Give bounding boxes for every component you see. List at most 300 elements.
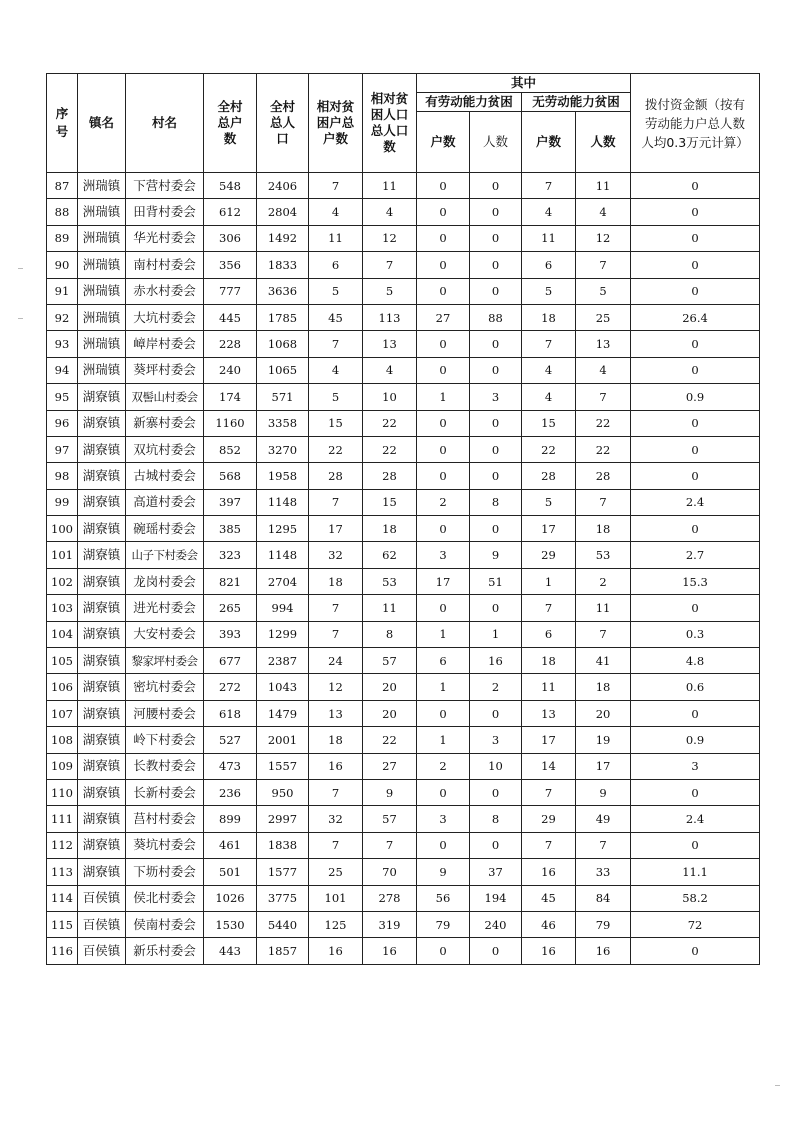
total-population-cell: 994 [257,595,309,621]
without-labor-people-cell: 25 [576,304,631,330]
seq-cell: 96 [47,410,78,436]
seq-cell: 107 [47,700,78,726]
with-labor-people-cell: 0 [470,436,522,462]
poor-households-cell: 7 [309,621,363,647]
table-row [47,859,760,885]
total-population-cell: 1299 [257,621,309,647]
seq-cell: 94 [47,357,78,383]
total-households-cell: 821 [204,568,257,594]
seq-cell: 90 [47,252,78,278]
total-households-cell: 777 [204,278,257,304]
table-row [47,938,760,964]
poor-households-cell: 16 [309,938,363,964]
total-households-cell: 306 [204,225,257,251]
funding-cell: 2.4 [631,489,760,515]
total-population-cell: 2387 [257,648,309,674]
seq-cell: 97 [47,436,78,462]
table-row [47,278,760,304]
seq-cell: 88 [47,199,78,225]
without-labor-households-cell: 45 [522,885,576,911]
poor-population-cell: 16 [363,938,417,964]
table-row [47,911,760,937]
header-total-population: 全村总人口 [257,74,309,173]
town-cell: 洲瑞镇 [78,173,126,199]
header-town: 镇名 [78,74,126,173]
total-households-cell: 240 [204,357,257,383]
with-labor-people-cell: 0 [470,938,522,964]
town-cell: 湖寮镇 [78,516,126,542]
poor-households-cell: 32 [309,542,363,568]
seq-cell: 114 [47,885,78,911]
table-row [47,304,760,330]
table-row [47,225,760,251]
with-labor-households-cell: 0 [417,938,470,964]
without-labor-households-cell: 11 [522,225,576,251]
table-row [47,885,760,911]
with-labor-people-cell: 51 [470,568,522,594]
poor-households-cell: 5 [309,384,363,410]
table-row [47,832,760,858]
with-labor-people-cell: 0 [470,173,522,199]
poor-households-cell: 45 [309,304,363,330]
with-labor-people-cell: 9 [470,542,522,568]
without-labor-households-cell: 5 [522,278,576,304]
with-labor-households-cell: 1 [417,621,470,647]
total-households-cell: 618 [204,700,257,726]
funding-cell: 0 [631,278,760,304]
village-cell: 河腰村委会 [126,700,204,726]
with-labor-households-cell: 0 [417,357,470,383]
village-cell: 长新村委会 [126,779,204,805]
funding-cell: 0 [631,595,760,621]
without-labor-households-cell: 4 [522,357,576,383]
poor-population-cell: 13 [363,331,417,357]
seq-cell: 116 [47,938,78,964]
total-population-cell: 950 [257,779,309,805]
total-population-cell: 1958 [257,463,309,489]
town-cell: 洲瑞镇 [78,304,126,330]
with-labor-people-cell: 0 [470,516,522,542]
table-row [47,648,760,674]
total-households-cell: 1160 [204,410,257,436]
seq-cell: 112 [47,832,78,858]
town-cell: 湖寮镇 [78,568,126,594]
funding-cell: 0 [631,436,760,462]
seq-cell: 95 [47,384,78,410]
without-labor-people-cell: 22 [576,436,631,462]
total-households-cell: 461 [204,832,257,858]
town-cell: 洲瑞镇 [78,199,126,225]
town-cell: 湖寮镇 [78,753,126,779]
poor-households-cell: 28 [309,463,363,489]
total-population-cell: 571 [257,384,309,410]
poor-population-cell: 10 [363,384,417,410]
without-labor-households-cell: 14 [522,753,576,779]
total-households-cell: 443 [204,938,257,964]
table-body [47,173,760,965]
poor-households-cell: 7 [309,331,363,357]
table-row [47,199,760,225]
total-households-cell: 236 [204,779,257,805]
funding-cell: 0.9 [631,384,760,410]
village-cell: 侯北村委会 [126,885,204,911]
with-labor-households-cell: 0 [417,278,470,304]
table-row [47,516,760,542]
seq-cell: 102 [47,568,78,594]
poor-population-cell: 22 [363,727,417,753]
total-population-cell: 1785 [257,304,309,330]
funding-cell: 0 [631,410,760,436]
village-cell: 山子下村委会 [126,542,204,568]
total-population-cell: 2406 [257,173,309,199]
town-cell: 湖寮镇 [78,621,126,647]
with-labor-households-cell: 2 [417,489,470,515]
seq-cell: 104 [47,621,78,647]
with-labor-people-cell: 8 [470,489,522,515]
village-cell: 双坑村委会 [126,436,204,462]
table-row [47,542,760,568]
poor-households-cell: 22 [309,436,363,462]
village-cell: 赤水村委会 [126,278,204,304]
total-population-cell: 1857 [257,938,309,964]
without-labor-households-cell: 7 [522,832,576,858]
header-with-labor-people: 人数 [470,112,522,173]
with-labor-people-cell: 0 [470,832,522,858]
table-row [47,463,760,489]
funding-cell: 2.4 [631,806,760,832]
poor-population-cell: 278 [363,885,417,911]
total-population-cell: 1577 [257,859,309,885]
without-labor-people-cell: 49 [576,806,631,832]
without-labor-households-cell: 1 [522,568,576,594]
without-labor-people-cell: 79 [576,911,631,937]
village-cell: 高道村委会 [126,489,204,515]
seq-cell: 103 [47,595,78,621]
table-row [47,357,760,383]
poor-households-cell: 125 [309,911,363,937]
funding-cell: 4.8 [631,648,760,674]
without-labor-people-cell: 2 [576,568,631,594]
village-cell: 大安村委会 [126,621,204,647]
town-cell: 湖寮镇 [78,700,126,726]
town-cell: 湖寮镇 [78,463,126,489]
without-labor-people-cell: 11 [576,595,631,621]
table-row [47,331,760,357]
with-labor-households-cell: 0 [417,463,470,489]
total-households-cell: 852 [204,436,257,462]
with-labor-people-cell: 8 [470,806,522,832]
seq-cell: 109 [47,753,78,779]
poor-population-cell: 4 [363,199,417,225]
poor-population-cell: 20 [363,700,417,726]
town-cell: 湖寮镇 [78,489,126,515]
without-labor-households-cell: 18 [522,648,576,674]
table-row [47,384,760,410]
poor-households-cell: 4 [309,199,363,225]
poor-households-cell: 18 [309,568,363,594]
without-labor-people-cell: 53 [576,542,631,568]
with-labor-households-cell: 0 [417,410,470,436]
poor-households-cell: 11 [309,225,363,251]
seq-cell: 111 [47,806,78,832]
total-households-cell: 899 [204,806,257,832]
town-cell: 洲瑞镇 [78,331,126,357]
header-seq: 序号 [47,74,78,173]
total-households-cell: 228 [204,331,257,357]
without-labor-households-cell: 28 [522,463,576,489]
total-population-cell: 2804 [257,199,309,225]
with-labor-people-cell: 0 [470,779,522,805]
poor-households-cell: 15 [309,410,363,436]
total-households-cell: 1026 [204,885,257,911]
village-cell: 古城村委会 [126,463,204,489]
seq-cell: 92 [47,304,78,330]
poor-households-cell: 25 [309,859,363,885]
with-labor-people-cell: 0 [470,463,522,489]
village-cell: 长教村委会 [126,753,204,779]
without-labor-people-cell: 41 [576,648,631,674]
with-labor-households-cell: 56 [417,885,470,911]
poor-population-cell: 11 [363,595,417,621]
village-cell: 莒村村委会 [126,806,204,832]
with-labor-households-cell: 0 [417,700,470,726]
without-labor-households-cell: 18 [522,304,576,330]
without-labor-households-cell: 7 [522,595,576,621]
poor-population-cell: 22 [363,410,417,436]
header-without-labor-households: 户数 [522,112,576,173]
funding-cell: 0 [631,938,760,964]
funding-cell: 0 [631,225,760,251]
total-households-cell: 568 [204,463,257,489]
table-row [47,806,760,832]
total-population-cell: 1492 [257,225,309,251]
with-labor-people-cell: 0 [470,225,522,251]
total-households-cell: 501 [204,859,257,885]
without-labor-people-cell: 7 [576,832,631,858]
village-cell: 嶂岸村委会 [126,331,204,357]
seq-cell: 101 [47,542,78,568]
table-row [47,173,760,199]
with-labor-people-cell: 0 [470,410,522,436]
total-households-cell: 677 [204,648,257,674]
without-labor-households-cell: 7 [522,779,576,805]
with-labor-people-cell: 0 [470,199,522,225]
poor-population-cell: 27 [363,753,417,779]
without-labor-people-cell: 12 [576,225,631,251]
without-labor-households-cell: 29 [522,806,576,832]
seq-cell: 87 [47,173,78,199]
table-row [47,436,760,462]
without-labor-people-cell: 7 [576,252,631,278]
funding-cell: 0 [631,832,760,858]
without-labor-households-cell: 15 [522,410,576,436]
funding-cell: 58.2 [631,885,760,911]
village-cell: 进光村委会 [126,595,204,621]
without-labor-households-cell: 6 [522,252,576,278]
village-cell: 碗瑶村委会 [126,516,204,542]
total-households-cell: 548 [204,173,257,199]
poor-households-cell: 101 [309,885,363,911]
funding-cell: 0 [631,463,760,489]
without-labor-people-cell: 19 [576,727,631,753]
town-cell: 湖寮镇 [78,806,126,832]
total-households-cell: 393 [204,621,257,647]
with-labor-households-cell: 0 [417,173,470,199]
total-population-cell: 3775 [257,885,309,911]
poor-population-cell: 9 [363,779,417,805]
village-cell: 双髻山村委会 [126,384,204,410]
with-labor-people-cell: 0 [470,595,522,621]
without-labor-households-cell: 4 [522,199,576,225]
with-labor-households-cell: 0 [417,595,470,621]
table-row [47,753,760,779]
total-population-cell: 1148 [257,489,309,515]
poor-population-cell: 8 [363,621,417,647]
funding-cell: 11.1 [631,859,760,885]
without-labor-households-cell: 29 [522,542,576,568]
total-population-cell: 1833 [257,252,309,278]
with-labor-people-cell: 0 [470,357,522,383]
seq-cell: 91 [47,278,78,304]
with-labor-people-cell: 0 [470,331,522,357]
total-population-cell: 1479 [257,700,309,726]
header-among: 其中 [417,74,631,93]
town-cell: 湖寮镇 [78,674,126,700]
without-labor-households-cell: 22 [522,436,576,462]
town-cell: 湖寮镇 [78,832,126,858]
poor-population-cell: 28 [363,463,417,489]
poor-households-cell: 5 [309,278,363,304]
without-labor-households-cell: 13 [522,700,576,726]
table-row [47,595,760,621]
without-labor-people-cell: 17 [576,753,631,779]
funding-cell: 0 [631,252,760,278]
town-cell: 洲瑞镇 [78,252,126,278]
total-population-cell: 2704 [257,568,309,594]
with-labor-people-cell: 2 [470,674,522,700]
town-cell: 湖寮镇 [78,648,126,674]
table-row [47,727,760,753]
total-population-cell: 1557 [257,753,309,779]
with-labor-households-cell: 27 [417,304,470,330]
with-labor-people-cell: 16 [470,648,522,674]
seq-cell: 98 [47,463,78,489]
with-labor-people-cell: 240 [470,911,522,937]
table-row [47,700,760,726]
without-labor-households-cell: 7 [522,173,576,199]
poor-households-cell: 13 [309,700,363,726]
poor-population-cell: 7 [363,832,417,858]
town-cell: 湖寮镇 [78,542,126,568]
header-funding: 拨付资金额（按有劳动能力户总人数人均0.3万元计算） [631,74,760,173]
poor-population-cell: 15 [363,489,417,515]
total-households-cell: 265 [204,595,257,621]
with-labor-people-cell: 3 [470,727,522,753]
with-labor-people-cell: 0 [470,700,522,726]
town-cell: 湖寮镇 [78,727,126,753]
total-population-cell: 1065 [257,357,309,383]
seq-cell: 106 [47,674,78,700]
without-labor-people-cell: 33 [576,859,631,885]
poor-households-cell: 7 [309,595,363,621]
village-cell: 大坑村委会 [126,304,204,330]
funding-cell: 0 [631,516,760,542]
funding-cell: 72 [631,911,760,937]
funding-cell: 2.7 [631,542,760,568]
header-village: 村名 [126,74,204,173]
poor-population-cell: 319 [363,911,417,937]
poor-households-cell: 24 [309,648,363,674]
poverty-funding-table [46,73,760,965]
poor-households-cell: 12 [309,674,363,700]
poverty-funding-table-sheet [46,73,759,965]
without-labor-households-cell: 46 [522,911,576,937]
header-with-labor-households: 户数 [417,112,470,173]
village-cell: 岭下村委会 [126,727,204,753]
with-labor-households-cell: 2 [417,753,470,779]
total-population-cell: 3270 [257,436,309,462]
total-population-cell: 1838 [257,832,309,858]
town-cell: 湖寮镇 [78,779,126,805]
with-labor-households-cell: 1 [417,384,470,410]
table-row [47,489,760,515]
funding-cell: 0 [631,357,760,383]
scan-margin-mark [18,318,23,319]
with-labor-households-cell: 0 [417,516,470,542]
poor-population-cell: 18 [363,516,417,542]
poor-population-cell: 70 [363,859,417,885]
table-row [47,568,760,594]
without-labor-people-cell: 9 [576,779,631,805]
with-labor-households-cell: 17 [417,568,470,594]
table-row [47,674,760,700]
total-population-cell: 3636 [257,278,309,304]
town-cell: 湖寮镇 [78,384,126,410]
without-labor-households-cell: 17 [522,727,576,753]
with-labor-households-cell: 3 [417,542,470,568]
total-households-cell: 1530 [204,911,257,937]
without-labor-people-cell: 11 [576,173,631,199]
seq-cell: 113 [47,859,78,885]
village-cell: 密坑村委会 [126,674,204,700]
poor-population-cell: 57 [363,648,417,674]
poor-population-cell: 4 [363,357,417,383]
village-cell: 龙岗村委会 [126,568,204,594]
with-labor-people-cell: 1 [470,621,522,647]
town-cell: 洲瑞镇 [78,278,126,304]
village-cell: 下营村委会 [126,173,204,199]
without-labor-households-cell: 16 [522,938,576,964]
funding-cell: 0 [631,331,760,357]
funding-cell: 0 [631,779,760,805]
with-labor-households-cell: 6 [417,648,470,674]
without-labor-households-cell: 6 [522,621,576,647]
poor-households-cell: 6 [309,252,363,278]
town-cell: 湖寮镇 [78,410,126,436]
seq-cell: 100 [47,516,78,542]
without-labor-people-cell: 7 [576,489,631,515]
total-households-cell: 473 [204,753,257,779]
with-labor-people-cell: 10 [470,753,522,779]
seq-cell: 105 [47,648,78,674]
total-households-cell: 174 [204,384,257,410]
poor-population-cell: 5 [363,278,417,304]
total-households-cell: 612 [204,199,257,225]
town-cell: 湖寮镇 [78,859,126,885]
total-population-cell: 1068 [257,331,309,357]
poor-population-cell: 113 [363,304,417,330]
total-population-cell: 5440 [257,911,309,937]
